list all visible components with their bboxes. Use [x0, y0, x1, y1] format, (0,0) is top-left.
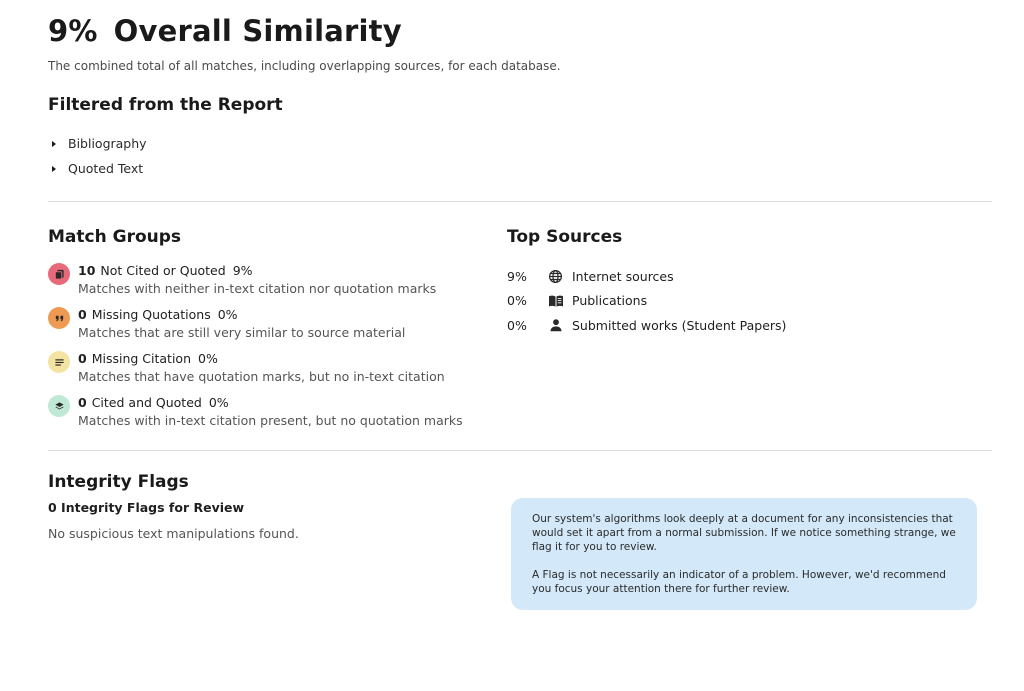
top-source-label: Internet sources: [572, 268, 674, 284]
filtered-item-label: Quoted Text: [68, 161, 144, 176]
top-source-label: Submitted works (Student Papers): [572, 317, 787, 333]
caret-right-icon: [52, 166, 56, 172]
filtered-item-quoted-text[interactable]: [52, 156, 147, 181]
match-group-count: 0: [78, 351, 87, 366]
caret-right-icon: [52, 141, 56, 147]
match-group-not-cited[interactable]: [48, 262, 478, 306]
person-icon: [547, 317, 564, 334]
section-divider: [48, 201, 992, 202]
match-group-label: Cited and Quoted: [91, 395, 202, 410]
match-group-label: Not Cited or Quoted: [100, 263, 226, 278]
integrity-flags-count: 0 Integrity Flags for Review: [48, 500, 245, 515]
top-source-publications[interactable]: [507, 289, 786, 314]
match-group-percent: 0%: [217, 307, 238, 322]
filtered-heading: Filtered from the Report: [48, 95, 283, 115]
integrity-flags-status: No suspicious text manipulations found.: [48, 526, 299, 541]
top-sources-list: [507, 264, 786, 338]
match-group-cited-and-quoted[interactable]: [48, 394, 478, 438]
match-group-description: Matches with neither in-text citation nor quotation marks: [78, 281, 437, 296]
filtered-item-bibliography[interactable]: [52, 131, 147, 156]
match-group-count: 0: [78, 307, 87, 322]
match-group-percent: 0%: [208, 395, 229, 410]
section-divider: [48, 450, 992, 451]
open-book-icon: [547, 292, 564, 309]
top-sources-heading: Top Sources: [507, 227, 623, 247]
top-source-percent: 0%: [507, 293, 527, 309]
filtered-item-label: Bibliography: [68, 136, 147, 151]
quotation-mark-icon: [48, 307, 70, 329]
match-group-description: Matches with in-text citation present, but no quotation marks: [78, 413, 463, 428]
match-group-label: Missing Quotations: [91, 307, 211, 322]
top-source-percent: 0%: [507, 317, 527, 333]
filtered-list: [52, 131, 147, 181]
integrity-info-box: [511, 498, 977, 610]
match-group-percent: 9%: [232, 263, 253, 278]
match-group-count: 0: [78, 395, 87, 410]
info-paragraph: Our system's algorithms look deeply at a document for any inconsistencies that would set it apart from a normal submission. If we notice something strange, we flag it for you to review.: [532, 513, 956, 553]
lines-icon: [48, 351, 70, 373]
match-groups-list: [48, 262, 478, 438]
match-group-description: Matches that have quotation marks, but no in-text citation: [78, 369, 445, 384]
overall-similarity-percent: 9%: [48, 14, 98, 48]
top-source-label: Publications: [572, 293, 648, 309]
top-source-submitted-works[interactable]: [507, 313, 786, 338]
match-group-percent: 0%: [198, 351, 218, 366]
match-group-missing-citation[interactable]: [48, 350, 478, 394]
top-source-percent: 9%: [507, 268, 527, 284]
match-group-label: Missing Citation: [91, 351, 191, 366]
document-stack-icon: [48, 263, 70, 285]
info-paragraph: A Flag is not necessarily an indicator of a problem. However, we'd recommend you focus your attention there for further review.: [532, 569, 946, 595]
page-title: [48, 14, 402, 48]
integrity-flags-heading: Integrity Flags: [48, 472, 189, 492]
layers-icon: [48, 395, 70, 417]
match-group-missing-quotations[interactable]: [48, 306, 478, 350]
overall-similarity-label: Overall Similarity: [113, 14, 402, 48]
page-subtitle: The combined total of all matches, including overlapping sources, for each database.: [48, 59, 561, 73]
globe-icon: [547, 268, 564, 285]
top-source-internet[interactable]: [507, 264, 786, 289]
match-group-count: 10: [78, 263, 96, 278]
match-group-description: Matches that are still very similar to source material: [78, 325, 406, 340]
match-groups-heading: Match Groups: [48, 227, 182, 247]
